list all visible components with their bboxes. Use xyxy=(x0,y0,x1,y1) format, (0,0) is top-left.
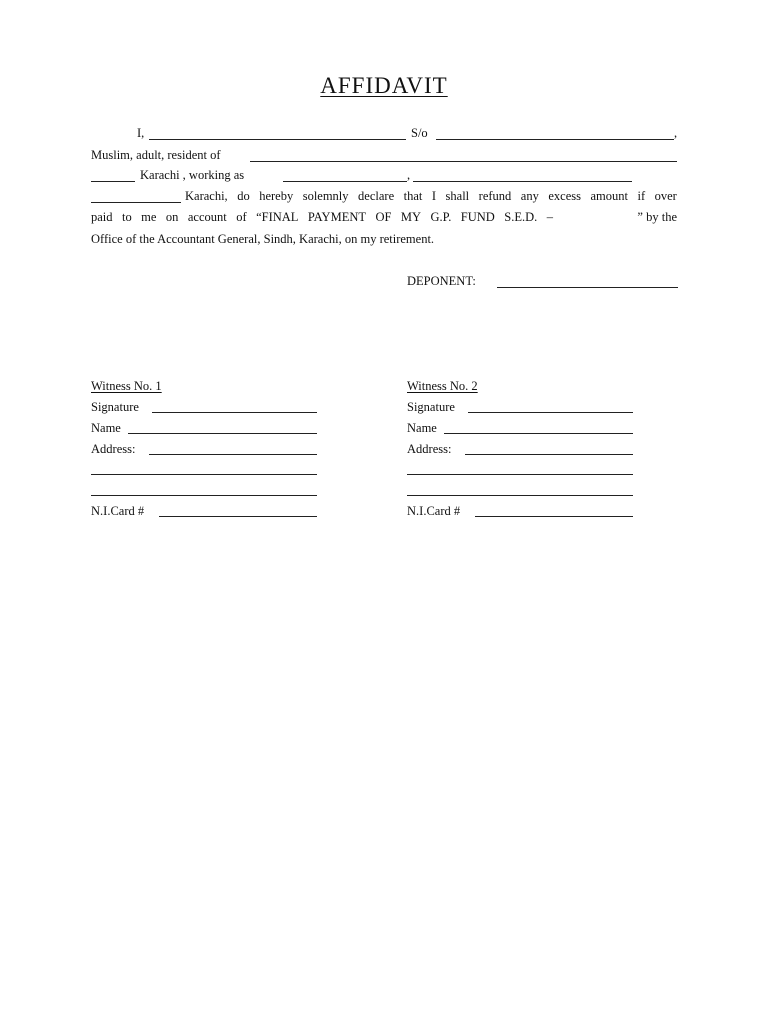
name-blank xyxy=(149,139,406,140)
witness1-address-label: Address: xyxy=(91,442,136,456)
account-word: OF xyxy=(375,210,392,224)
document-title: AFFIDAVIT xyxy=(320,73,448,98)
witness2-name-label: Name xyxy=(407,421,437,435)
line2-prefix: Muslim, adult, resident of xyxy=(91,148,221,162)
witness1-signature-label: Signature xyxy=(91,400,139,414)
line5-end: ” by the xyxy=(637,210,677,224)
declaration-word: excess xyxy=(548,189,581,203)
declaration-word: shall xyxy=(445,189,470,203)
witness1-signature-blank xyxy=(152,412,317,413)
declaration-word: if xyxy=(637,189,646,203)
witness2-heading: Witness No. 2 xyxy=(407,379,478,393)
declaration-word: hereby xyxy=(259,189,294,203)
declaration-line xyxy=(185,189,677,204)
declaration-word: Karachi, xyxy=(185,189,228,203)
declaration-word: solemnly xyxy=(302,189,349,203)
account-word: of xyxy=(236,210,247,224)
witness2-nic-blank xyxy=(475,516,633,517)
account-word: S.E.D. xyxy=(504,210,538,224)
account-word: to xyxy=(121,210,132,224)
deponent-label: DEPONENT: xyxy=(407,274,476,288)
witness1-name-label: Name xyxy=(91,421,121,435)
account-word: FUND xyxy=(460,210,495,224)
witness2-signature-label: Signature xyxy=(407,400,455,414)
line3-comma: , xyxy=(407,168,411,182)
witness1-address-blank-3 xyxy=(91,495,317,496)
declaration-word: that xyxy=(403,189,423,203)
line1-comma: , xyxy=(674,126,678,140)
witness1-heading: Witness No. 1 xyxy=(91,379,162,393)
declaration-word: any xyxy=(520,189,539,203)
witness2-name-blank xyxy=(444,433,633,434)
declaration-word: refund xyxy=(478,189,512,203)
office-blank xyxy=(91,202,181,203)
account-word: MY xyxy=(400,210,422,224)
residence-continue-blank xyxy=(91,181,135,182)
designation-blank xyxy=(283,181,407,182)
account-word: me xyxy=(141,210,157,224)
witness2-address-blank xyxy=(465,454,633,455)
account-word: on xyxy=(165,210,179,224)
witness2-signature-blank xyxy=(468,412,633,413)
line1-i: I, xyxy=(137,126,145,140)
witness2-address-blank-2 xyxy=(407,474,633,475)
declaration-word: I xyxy=(431,189,437,203)
witness2-address-blank-3 xyxy=(407,495,633,496)
witness1-nic-label: N.I.Card # xyxy=(91,504,145,518)
account-word: PAYMENT xyxy=(307,210,366,224)
declaration-word: do xyxy=(237,189,250,203)
residence-blank xyxy=(250,161,677,162)
declaration-word: declare xyxy=(358,189,395,203)
witness1-address-blank-2 xyxy=(91,474,317,475)
declaration-word: over xyxy=(654,189,677,203)
account-word: “FINAL xyxy=(256,210,299,224)
witness2-address-label: Address: xyxy=(407,442,452,456)
department-blank xyxy=(413,181,632,182)
account-word: account xyxy=(187,210,227,224)
witness1-name-blank xyxy=(128,433,317,434)
office-line: Office of the Accountant General, Sindh, Karachi, on my retirement. xyxy=(91,232,435,246)
witness1-nic-blank xyxy=(159,516,317,517)
deponent-signature-blank xyxy=(497,287,678,288)
account-line xyxy=(91,210,553,225)
line1-so: S/o xyxy=(411,126,428,140)
father-name-blank xyxy=(436,139,674,140)
declaration-word: amount xyxy=(590,189,628,203)
account-word: – xyxy=(546,210,553,224)
witness1-address-blank xyxy=(149,454,317,455)
account-word: G.P. xyxy=(430,210,452,224)
account-word: paid xyxy=(91,210,113,224)
line3-karachi: Karachi , working as xyxy=(140,168,245,182)
witness2-nic-label: N.I.Card # xyxy=(407,504,461,518)
